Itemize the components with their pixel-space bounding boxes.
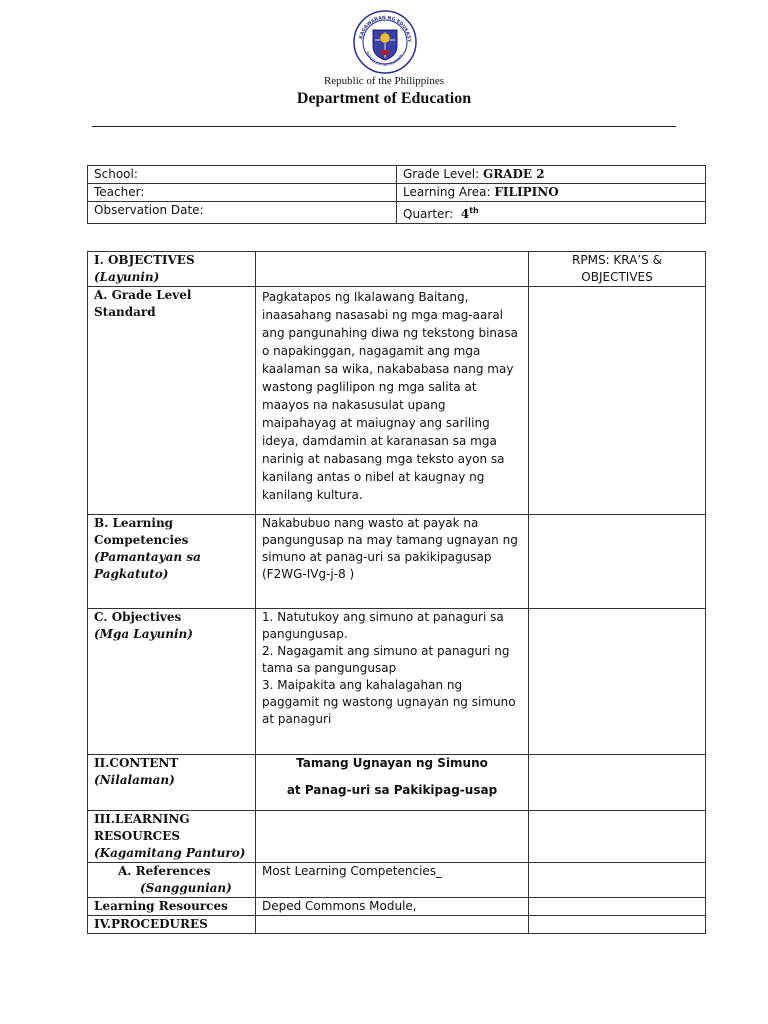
grade-standard-label: A. Grade Level Standard (88, 287, 256, 515)
content-sub: (Nilalaman) (94, 773, 175, 787)
quarter-label: Quarter: (403, 207, 454, 221)
area-label: Learning Area: (403, 185, 491, 199)
learning-resources-row (88, 898, 706, 916)
procedures-label: IV.PROCEDURES (88, 916, 256, 934)
objectives-heading: I. OBJECTIVES (94, 253, 195, 267)
quarter-cell (397, 202, 706, 224)
competencies-label: B. Learning Competencies (94, 516, 189, 547)
learning-resources-text: Deped Commons Module, (256, 898, 529, 916)
competencies-rpms (529, 515, 706, 609)
resources-blank (256, 811, 529, 863)
references-label-cell (88, 863, 256, 898)
content-label: II.CONTENT (94, 756, 179, 770)
resources-sub: (Kagamitang Panturo) (94, 846, 246, 860)
competencies-sub: (Pamantayan sa Pagkatuto) (94, 550, 201, 581)
area-value: FILIPINO (494, 185, 559, 199)
grade-standard-row (88, 287, 706, 515)
info-row (88, 166, 706, 184)
content-title-cell (256, 755, 529, 811)
resources-label-cell (88, 811, 256, 863)
grade-standard-rpms (529, 287, 706, 515)
svg-text:KAGAWARAN NG EDUKASYON: KAGAWARAN NG EDUKASY (359, 15, 412, 43)
deped-seal-logo (353, 10, 417, 74)
competencies-label-cell (88, 515, 256, 609)
quarter-value: 4 (460, 207, 470, 221)
objectives-list (256, 609, 529, 755)
quarter-suffix: th (469, 206, 479, 215)
lesson-plan-table (87, 251, 706, 934)
objectives-detail-row (88, 609, 706, 755)
procedures-rpms (529, 916, 706, 934)
objectives-label: C. Objectives (94, 610, 182, 624)
objective-item: 3. Maipakita ang kahalagahan ng paggamit ng wastong ugnayan ng simuno at panaguri (262, 678, 516, 726)
content-row (88, 755, 706, 811)
references-label: A. References (118, 864, 211, 878)
grade-standard-text: Pagkatapos ng Ikalawang Baitang, inaasahang nasasabi ng mga mag-aaral ang pangunahing diwa ng tekstong binasa o napakinggan, nagagamit ang mga kaalaman sa wika, nakababasa nang may wastong paglilipon ng mga salita at maayos na nakasusulat upang maipahayag at maiugnay ang sariling ideya, damdamin at karanasan sa mga narinig at nabasang mga teksto ayon sa kanilang antas o nibel at kaugnay ng kanilang kultura. (256, 287, 529, 515)
teacher-cell (88, 184, 397, 202)
procedures-blank (256, 916, 529, 934)
content-label-cell (88, 755, 256, 811)
resources-row (88, 811, 706, 863)
content-title-line: at Panag-uri sa Pakikipag-usap (286, 783, 498, 797)
school-cell (88, 166, 397, 184)
competencies-text: Nakabubuo nang wasto at payak na pangungusap na may tamang ugnayan ng simuno at panag-uri sa pakikipagusap (F2WG-IVg-j-8 ) (256, 515, 529, 609)
rpms-heading: RPMS: KRA’S & OBJECTIVES (529, 252, 706, 287)
observation-label: Observation Date: (94, 203, 204, 217)
observation-cell (88, 202, 397, 224)
objectives-row (88, 252, 706, 287)
objectives-blank (256, 252, 529, 287)
resources-label: III.LEARNING RESOURCES (94, 812, 190, 843)
grade-value: GRADE 2 (482, 167, 545, 181)
content-rpms (529, 755, 706, 811)
references-text: Most Learning Competencies_ (256, 863, 529, 898)
grade-cell (397, 166, 706, 184)
objective-item: 1. Natutukoy ang simuno at panaguri sa pangungusap. (262, 610, 504, 641)
grade-label: Grade Level: (403, 167, 480, 181)
department-title: Department of Education (296, 90, 472, 107)
objectives-rpms (529, 609, 706, 755)
svg-text:REPUBLIKA NG PILIPINAS: REPUBLIKA NG PILIPINAS (364, 50, 404, 68)
info-row (88, 184, 706, 202)
content-title-line: Tamang Ugnayan ng Simuno (296, 756, 488, 770)
learning-resources-label: Learning Resources (88, 898, 256, 916)
republic-line: Republic of the Philippines (323, 75, 445, 87)
objectives-heading-cell (88, 252, 256, 287)
references-rpms (529, 863, 706, 898)
learning-resources-rpms (529, 898, 706, 916)
info-row (88, 202, 706, 224)
references-sub: (Sanggunian) (140, 881, 232, 895)
info-table (87, 165, 706, 224)
objectives-label-cell (88, 609, 256, 755)
references-row (88, 863, 706, 898)
resources-rpms (529, 811, 706, 863)
procedures-row (88, 916, 706, 934)
objectives-sub: (Layunin) (94, 270, 160, 284)
teacher-label: Teacher: (94, 185, 145, 199)
objective-item: 2. Nagagamit ang simuno at panaguri ng tama sa pangungusap (262, 644, 510, 675)
area-cell (397, 184, 706, 202)
header-divider (92, 126, 676, 127)
objectives-label-sub: (Mga Layunin) (94, 627, 193, 641)
school-label: School: (94, 167, 138, 181)
competencies-row (88, 515, 706, 609)
